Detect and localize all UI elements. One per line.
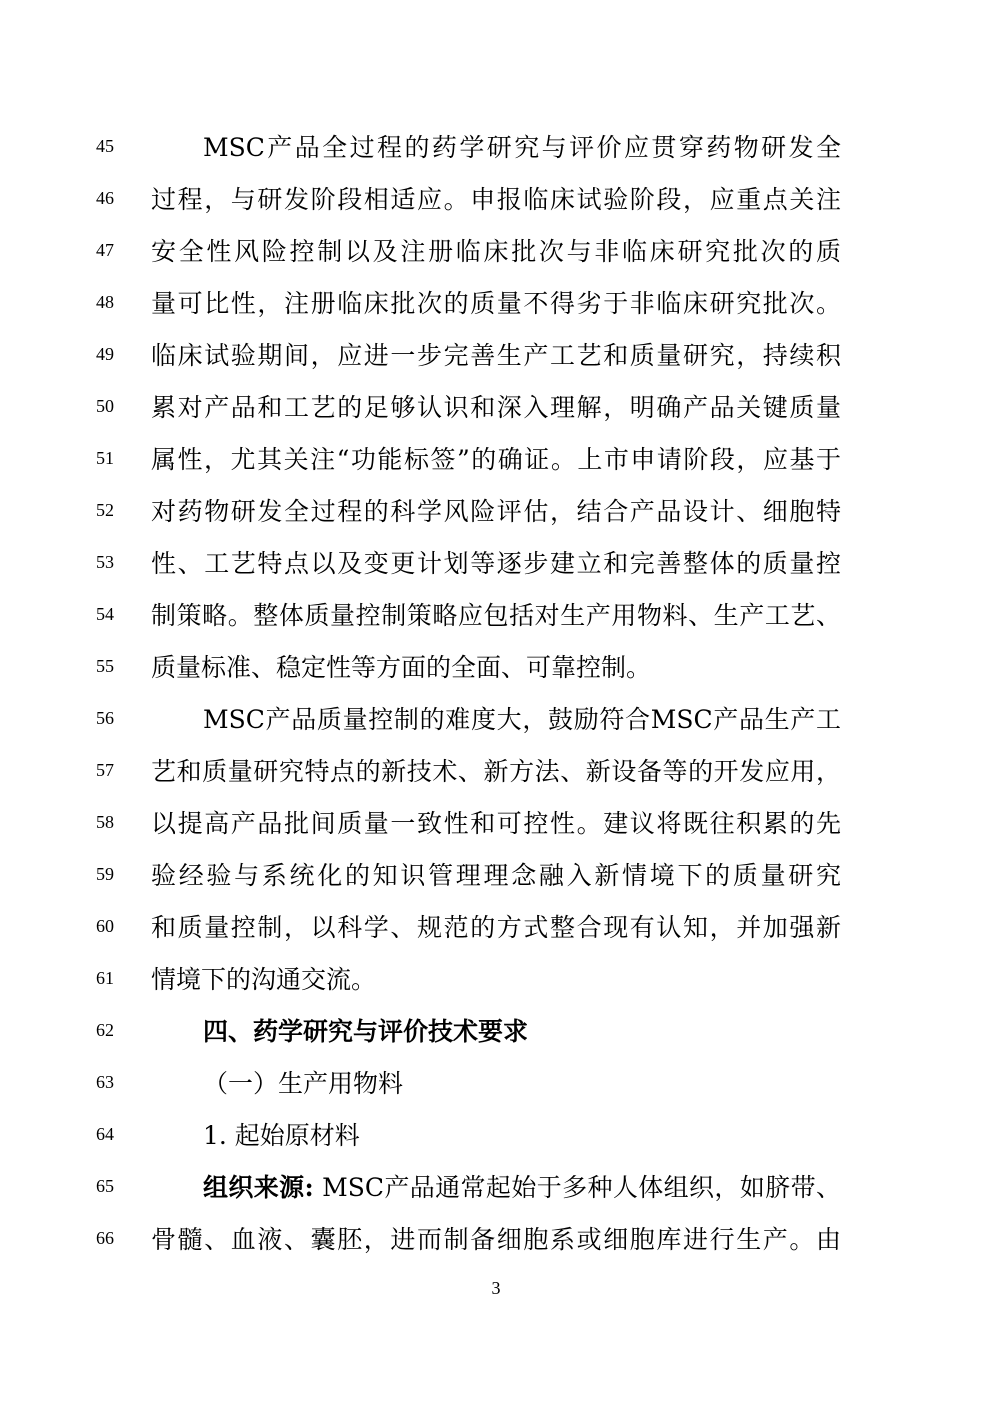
line-63 xyxy=(0,1058,992,1110)
line-text: 量可比性，注册临床批次的质量不得劣于非临床研究批次。 xyxy=(151,289,841,318)
line-number: 66 xyxy=(96,1228,114,1248)
line-text: 以提高产品批间质量一致性和可控性。建议将既往积累的先 xyxy=(151,809,841,838)
line-59 xyxy=(0,850,992,902)
line-49 xyxy=(0,330,992,382)
line-number: 54 xyxy=(96,604,114,624)
line-text: 质量标准、稳定性等方面的全面、可靠控制。 xyxy=(151,653,652,682)
line-number: 53 xyxy=(96,552,114,572)
line-text-rest: MSC产品通常起始于多种人体组织，如脐带、 xyxy=(313,1173,841,1202)
line-50 xyxy=(0,382,992,434)
line-64 xyxy=(0,1110,992,1162)
line-number: 58 xyxy=(96,812,114,832)
line-number: 57 xyxy=(96,760,114,780)
line-62 xyxy=(0,1006,992,1058)
line-number: 46 xyxy=(96,188,114,208)
line-text: MSC产品全过程的药学研究与评价应贯穿药物研发全 xyxy=(203,133,841,162)
line-45 xyxy=(0,122,992,174)
line-text: 对药物研发全过程的科学风险评估，结合产品设计、细胞特 xyxy=(151,497,841,526)
line-47 xyxy=(0,226,992,278)
line-number: 45 xyxy=(96,136,114,156)
line-53 xyxy=(0,538,992,590)
line-54 xyxy=(0,590,992,642)
line-number: 47 xyxy=(96,240,114,260)
subsection-heading: （一）生产用物料 xyxy=(203,1069,404,1098)
line-number: 60 xyxy=(96,916,114,936)
line-number: 49 xyxy=(96,344,114,364)
line-60 xyxy=(0,902,992,954)
page-number: 3 xyxy=(491,1278,501,1298)
line-65 xyxy=(0,1162,992,1214)
line-text: 情境下的沟通交流。 xyxy=(151,965,377,994)
line-number: 51 xyxy=(96,448,114,468)
line-61 xyxy=(0,954,992,1006)
line-number: 62 xyxy=(96,1020,114,1040)
line-text: MSC产品质量控制的难度大，鼓励符合MSC产品生产工 xyxy=(203,705,841,734)
line-46 xyxy=(0,174,992,226)
line-number: 59 xyxy=(96,864,114,884)
line-58 xyxy=(0,798,992,850)
line-48 xyxy=(0,278,992,330)
line-number: 55 xyxy=(96,656,114,676)
line-text: 安全性风险控制以及注册临床批次与非临床研究批次的质 xyxy=(151,237,841,266)
line-text: 临床试验期间，应进一步完善生产工艺和质量研究，持续积 xyxy=(151,341,841,370)
line-52 xyxy=(0,486,992,538)
line-55 xyxy=(0,642,992,694)
line-number: 48 xyxy=(96,292,114,312)
line-number: 50 xyxy=(96,396,114,416)
item-heading: 1. 起始原材料 xyxy=(203,1121,360,1150)
line-text: 过程，与研发阶段相适应。申报临床试验阶段，应重点关注 xyxy=(151,185,841,214)
line-text xyxy=(203,1162,841,1214)
line-text: 验经验与系统化的知识管理理念融入新情境下的质量研究 xyxy=(151,861,841,890)
line-66 xyxy=(0,1214,992,1266)
line-number: 63 xyxy=(96,1072,114,1092)
line-text: 和质量控制，以科学、规范的方式整合现有认知，并加强新 xyxy=(151,913,841,942)
line-number: 52 xyxy=(96,500,114,520)
bold-lead-label: 组织来源: xyxy=(203,1173,314,1202)
line-text: 性、工艺特点以及变更计划等逐步建立和完善整体的质量控 xyxy=(151,549,841,578)
line-number: 61 xyxy=(96,968,114,988)
line-number: 56 xyxy=(96,708,114,728)
line-56 xyxy=(0,694,992,746)
line-text: 艺和质量研究特点的新技术、新方法、新设备等的开发应用， xyxy=(151,757,841,786)
line-57 xyxy=(0,746,992,798)
line-text: 制策略。整体质量控制策略应包括对生产用物料、生产工艺、 xyxy=(151,601,841,630)
line-51 xyxy=(0,434,992,486)
line-text: 累对产品和工艺的足够认识和深入理解，明确产品关键质量 xyxy=(151,393,841,422)
section-heading: 四、药学研究与评价技术要求 xyxy=(203,1017,529,1046)
line-text: 属性，尤其关注“功能标签”的确证。上市申请阶段，应基于 xyxy=(151,445,841,474)
line-number: 65 xyxy=(96,1176,114,1196)
line-number: 64 xyxy=(96,1124,114,1144)
line-text: 骨髓、血液、囊胚，进而制备细胞系或细胞库进行生产。由 xyxy=(151,1225,841,1254)
